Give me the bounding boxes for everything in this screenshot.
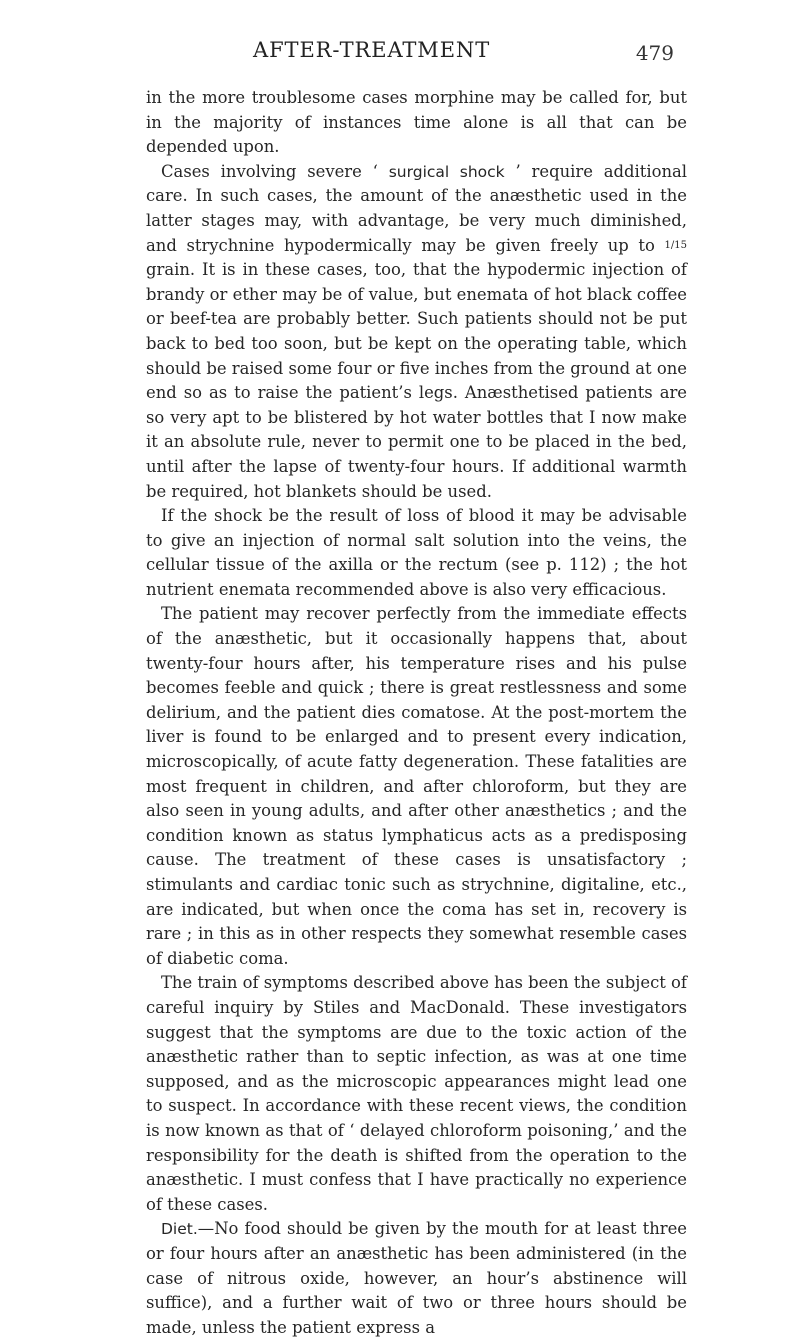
paragraph-blood-loss: If the shock be the result of loss of blood it may be advisable to give an injection of normal salt solution into the veins, the cellular tissue of the axilla or the rectum (see p. 112) ; the hot nutrient enemata recommended above is also very efficacious. bbox=[146, 506, 687, 599]
p2-mid: ’ require additional care. In such cases, the amount of the anæsthetic used in the latter stages may, with advantage, be very much diminished, and strychnine hypodermically may be given freely up to bbox=[146, 161, 688, 255]
p2-end: grain. It is in these cases, too, that the hypodermic injection of brandy or ether may be of value, but enemata of hot black coffee or beef-tea are probably better. Such patients should not be put back to bed too soon, but be kept on the operating table, which should be raised some four or five inches from the ground at one end so as to raise the patient’s legs. Anæsthetised patients are so very apt to be blistered by hot water bottles that I now make it an absolute rule, never to permit one to be placed in the bed, until after the lapse of twenty-four hours. If additional warmth be required, hot blankets should be used. bbox=[146, 260, 687, 501]
paragraph-diet bbox=[146, 1217, 687, 1340]
diet-text: —No food should be given by the mouth for at least three or four hours after an anæsthetic has been administered (in the case of nitrous oxide, however, an hour’s abstinence will suffice), and a further wait of two or three hours should be made, unless the patient express a bbox=[146, 1219, 687, 1337]
p2-start: Cases involving severe ‘ bbox=[161, 161, 389, 181]
paragraph-surgical-shock bbox=[146, 160, 687, 504]
term-surgical-shock: surgical shock bbox=[388, 162, 505, 181]
chapter-title: AFTER-TREATMENT bbox=[253, 38, 491, 62]
page-number: 479 bbox=[635, 41, 674, 65]
paragraph-continuation: in the more troublesome cases morphine may be called for, but in the majority of instances time alone is all that can be depended upon. bbox=[146, 88, 687, 157]
dose-fraction: 1/15 bbox=[664, 239, 687, 251]
paragraph-stiles-macdonald: The train of symptoms described above has been the subject of careful inquiry by Stiles and MacDonald. These investigators suggest that the symptoms are due to the toxic action of the anæsthetic rather than to septic infection, as was at one time supposed, and as the microscopic appearances might lead one to suspect. In accordance with these recent views, the condition is now known as that of ‘ delayed chloroform poisoning,’ and the responsibility for the death is shifted from the operation to the anæsthetic. I must confess that I have practically no experience of these cases. bbox=[146, 973, 687, 1214]
running-head bbox=[0, 38, 800, 68]
heading-diet: Diet. bbox=[161, 1220, 198, 1239]
body-text bbox=[146, 86, 687, 1340]
paragraph-delayed-effects: The patient may recover perfectly from the immediate effects of the anæsthetic, but it occasionally happens that, about twenty-four hours after, his temperature rises and his pulse becomes feeble and quick ; there is great restlessness and some delirium, and the patient dies comatose. At the post-mortem the liver is found to be enlarged and to present every indication, microscopically, of acute fatty degeneration. These fatalities are most frequent in children, and after chloroform, but they are also seen in young adults, and after other anæsthetics ; and the condition known as status lymphaticus acts as a predisposing cause. The treatment of these cases is unsatisfactory ; stimulants and cardiac tonic such as strychnine, digitaline, etc., are indicated, but when once the coma has set in, recovery is rare ; in this as in other respects they somewhat resemble cases of diabetic coma. bbox=[146, 604, 687, 968]
